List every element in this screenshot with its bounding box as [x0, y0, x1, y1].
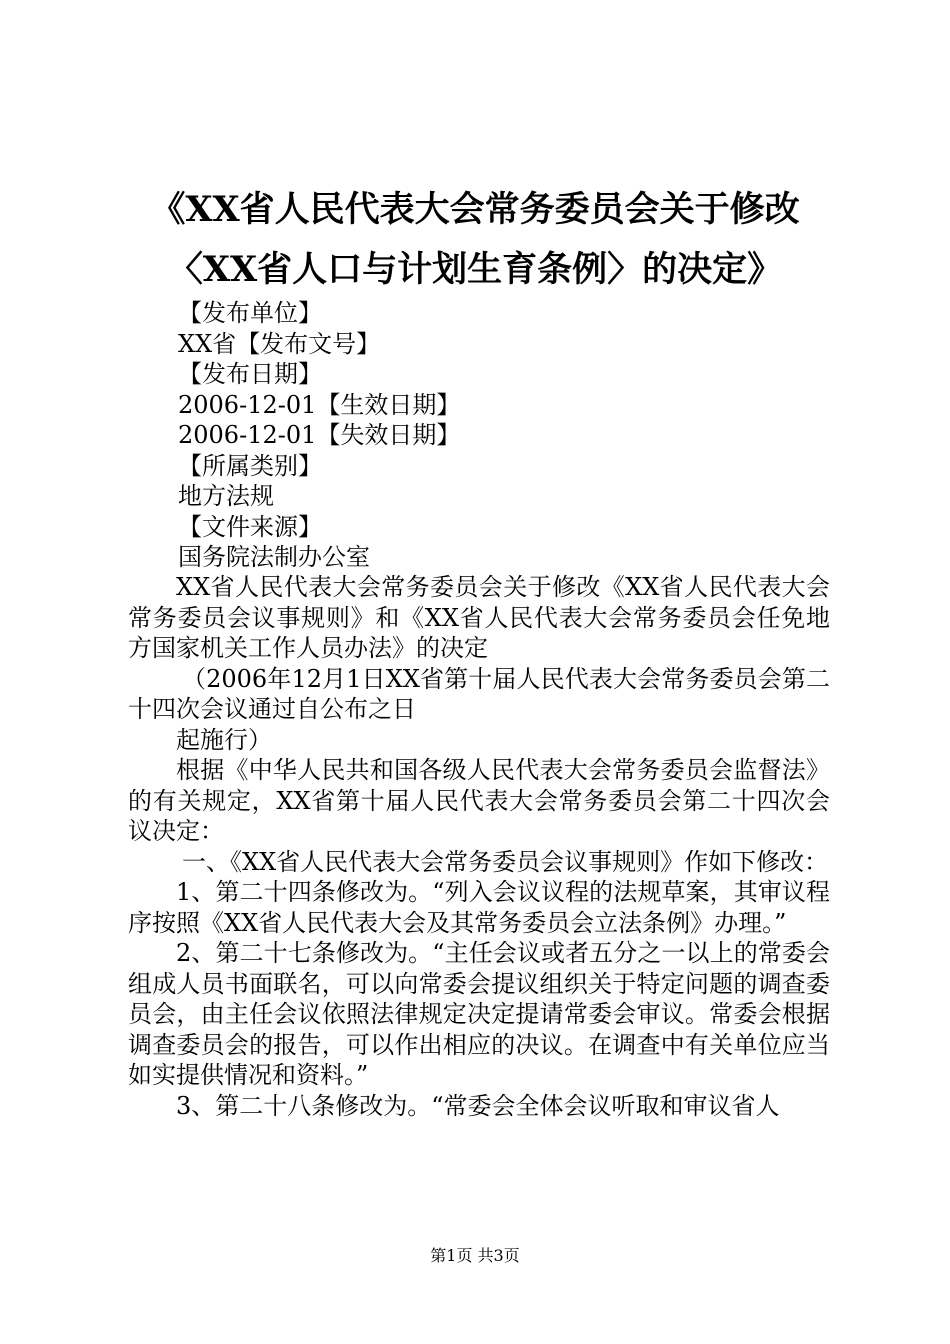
body-paragraph-item-3: 3、第二十八条修改为。“常委会全体会议听取和审议省人 [176, 1091, 780, 1120]
body-paragraph-adoption-note: （2006年12月1日XX省第十届人民代表大会常务委员会第二十四次会议通过自公布之日 [128, 664, 830, 723]
body-paragraph-item-1: 1、第二十四条修改为。“列入会议议程的法规草案，其审议程序按照《XX省人民代表大会及其常务委员会立法条例》办理。” [128, 878, 830, 937]
meta-publish-date-label: 【发布日期】 [178, 360, 322, 388]
body-paragraph-item-2: 2、第二十七条修改为。“主任会议或者五分之一以上的常委会组成人员书面联名，可以向常委会提议组织关于特定问题的调查委员会，由主任会议依照法律规定决定提请常委会审议。常委会根据调查委员会的报告，可以作出相应的决议。在调查中有关单位应当如实提供情况和资料。” [128, 939, 830, 1089]
meta-expiry-date: 2006-12-01【失效日期】 [178, 421, 461, 449]
body-paragraph-section-one: 一、《XX省人民代表大会常务委员会议事规则》作如下修改： [182, 847, 829, 876]
body-paragraph-decision-title: XX省人民代表大会常务委员会关于修改《XX省人民代表大会常务委员会议事规则》和《XX省人民代表大会常务委员会任免地方国家机关工作人员办法》的决定 [128, 573, 830, 662]
meta-category-value: 地方法规 [178, 482, 274, 510]
page-indicator: 第1页 共3页 [430, 1246, 520, 1265]
body-paragraph-basis: 根据《中华人民共和国各级人民代表大会常务委员会监督法》的有关规定，XX省第十届人民代表大会常务委员会第二十四次会议决定： [128, 756, 830, 845]
document-metadata [178, 298, 828, 573]
meta-publisher-label: 【发布单位】 [178, 299, 322, 327]
meta-category-label: 【所属类别】 [178, 451, 322, 480]
document-title-line-2: 〈XX省人口与计划生育条例〉的决定》 [167, 249, 783, 290]
meta-effective-date: 2006-12-01【生效日期】 [178, 390, 461, 419]
body-paragraph-adoption-note-end: 起施行） [176, 725, 272, 754]
meta-source-label: 【文件来源】 [178, 512, 322, 541]
meta-source-value: 国务院法制办公室 [178, 543, 370, 571]
document-body [128, 572, 830, 1121]
document-title-line-1: 《XX省人民代表大会常务委员会关于修改 [150, 189, 800, 230]
meta-publisher-value: XX省【发布文号】 [178, 329, 381, 358]
